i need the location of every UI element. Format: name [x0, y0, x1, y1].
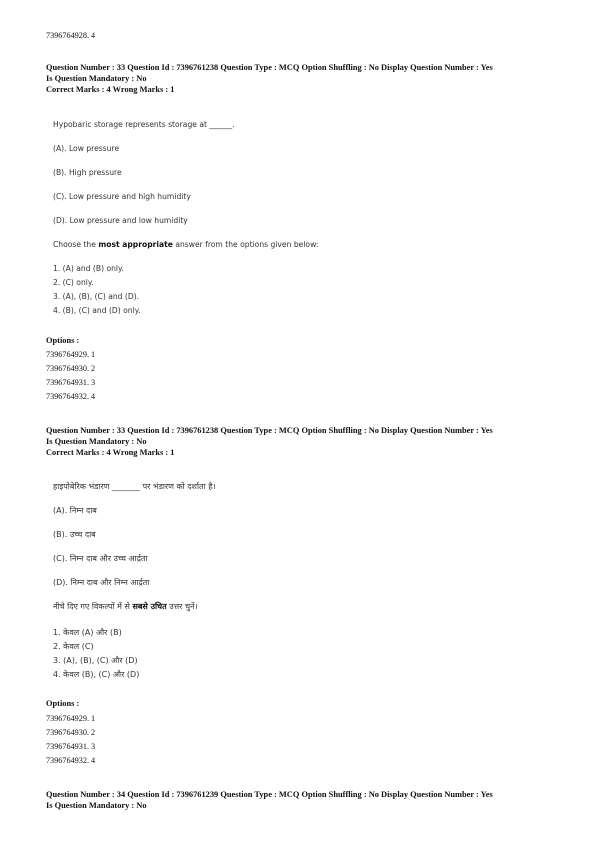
question-text: Hypobaric storage represents storage at ______. [53, 120, 235, 129]
option-line: 7396764931. 3 [46, 378, 96, 387]
question-marks-line: Correct Marks : 4 Wrong Marks : 1 [46, 85, 175, 94]
options-label: Options : [46, 336, 80, 345]
answer-2: 2. (C) only. [53, 278, 94, 287]
instruction-post: answer from the options given below: [172, 240, 319, 249]
instruction-pre: नीचे दिए गए विकल्पों में से [53, 602, 133, 611]
option-line: 7396764929. 1 [46, 714, 96, 723]
question-meta-line: Question Number : 34 Question Id : 7396761239 Question Type : MCQ Option Shuffling : No Display Question Number : Yes [46, 790, 493, 799]
question-meta-line: Question Number : 33 Question Id : 7396761238 Question Type : MCQ Option Shuffling : No Display Question Number : Yes [46, 426, 493, 435]
option-line: 7396764929. 1 [46, 350, 96, 359]
question-meta-line: Question Number : 33 Question Id : 7396761238 Question Type : MCQ Option Shuffling : No Display Question Number : Yes [46, 63, 493, 72]
option-line: 7396764928. 4 [46, 31, 96, 40]
options-label: Options : [46, 699, 80, 708]
answer-3: 3. (A), (B), (C) and (D). [53, 292, 140, 301]
option-line: 7396764930. 2 [46, 364, 96, 373]
answer-4: 4. केवल (B), (C) और (D) [53, 670, 140, 679]
choice-c: (C). Low pressure and high humidity [53, 192, 191, 201]
instruction-text [53, 240, 318, 249]
option-line: 7396764931. 3 [46, 742, 96, 751]
option-line: 7396764932. 4 [46, 756, 96, 765]
question-marks-line: Correct Marks : 4 Wrong Marks : 1 [46, 448, 175, 457]
instruction-bold: most appropriate [98, 240, 173, 249]
choice-d: (D). Low pressure and low humidity [53, 216, 188, 225]
question-text: हाइपोबेरिक भंडारण _______ पर भंडारण को दर्शाता है। [53, 482, 216, 491]
instruction-text [53, 601, 198, 612]
answer-2: 2. केवल (C) [53, 642, 94, 651]
option-line: 7396764932. 4 [46, 392, 96, 401]
answer-1: 1. (A) and (B) only. [53, 264, 124, 273]
choice-c: (C). निम्न दाब और उच्च आर्द्रता [53, 554, 148, 563]
instruction-post: उत्तर चुनें। [166, 602, 198, 611]
answer-3: 3. (A), (B), (C) और (D) [53, 656, 138, 665]
answer-1: 1. केवल (A) और (B) [53, 628, 122, 637]
answer-4: 4. (B), (C) and (D) only. [53, 306, 141, 315]
question-mandatory-line: Is Question Mandatory : No [46, 74, 147, 83]
choice-b: (B). उच्च दाब [53, 530, 96, 539]
choice-a: (A). निम्न दाब [53, 506, 97, 515]
question-mandatory-line: Is Question Mandatory : No [46, 801, 147, 810]
instruction-pre: Choose the [53, 240, 99, 249]
instruction-bold: सबसे उचित [132, 602, 167, 611]
choice-d: (D). निम्न दाब और निम्न आर्द्रता [53, 578, 150, 587]
choice-a: (A). Low pressure [53, 144, 120, 153]
choice-b: (B). High pressure [53, 168, 122, 177]
question-mandatory-line: Is Question Mandatory : No [46, 437, 147, 446]
option-line: 7396764930. 2 [46, 728, 96, 737]
